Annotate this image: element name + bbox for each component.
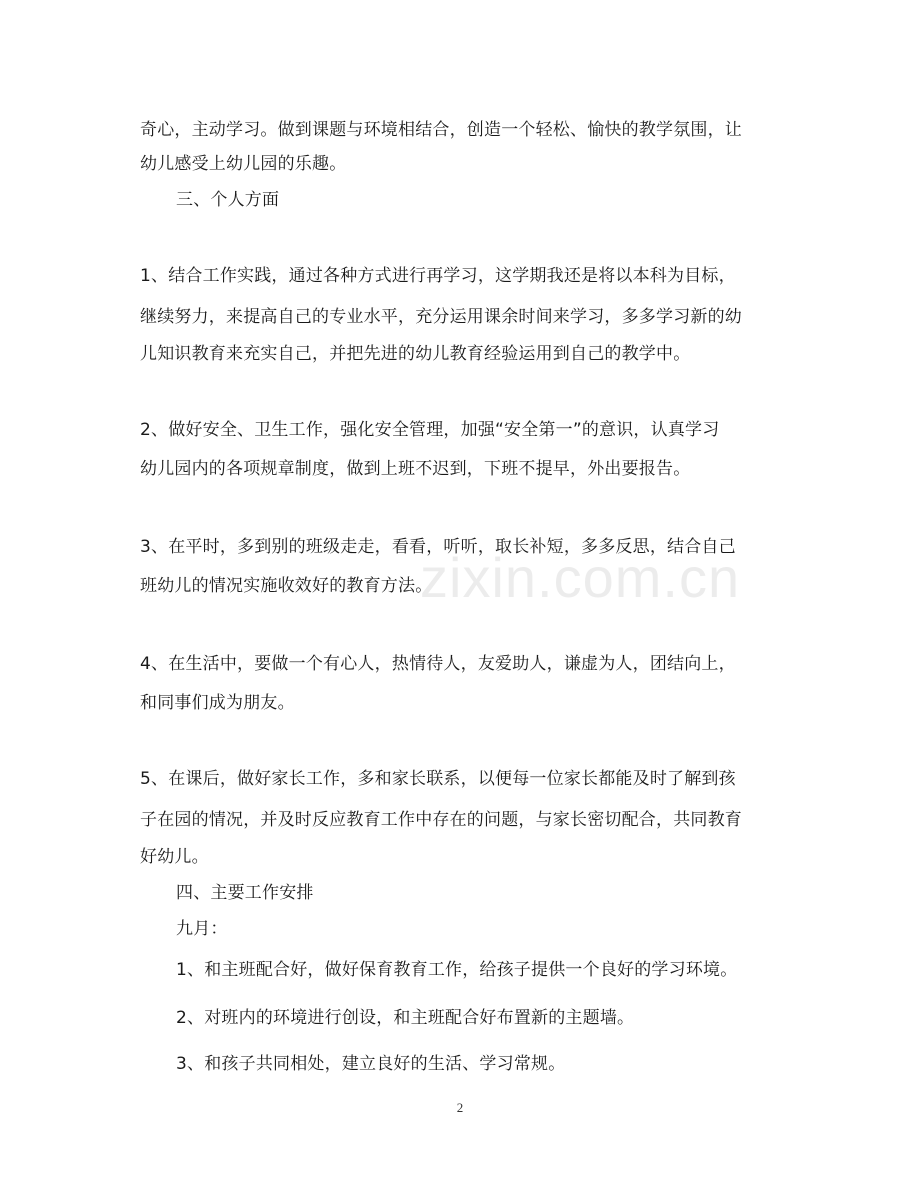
paragraph-line: 儿知识教育来充实自己，并把先进的幼儿教育经验运用到自己的教学中。	[140, 344, 691, 364]
page-number: 2	[456, 1100, 464, 1115]
month-label: 九月：	[176, 919, 228, 939]
paragraph-line: 班幼儿的情况实施收效好的教育方法。	[140, 576, 433, 596]
list-item: 3、和孩子共同相处，建立良好的生活、学习常规。	[176, 1054, 566, 1074]
paragraph-line: 奇心，主动学习。做到课题与环境相结合，创造一个轻松、愉快的教学氛围，让	[140, 120, 742, 140]
list-item: 1、和主班配合好，做好保育教育工作，给孩子提供一个良好的学习环境。	[176, 960, 738, 980]
paragraph-line: 继续努力，来提高自己的专业水平，充分运用课余时间来学习，多多学习新的幼	[140, 307, 742, 327]
paragraph-line: 5、在课后，做好家长工作，多和家长联系，以便每一位家长都能及时了解到孩	[140, 769, 736, 789]
paragraph-line: 1、结合工作实践，通过各种方式进行再学习，这学期我还是将以本科为目标，	[140, 266, 736, 286]
list-item: 2、对班内的环境进行创设，和主班配合好布置新的主题墙。	[176, 1008, 635, 1028]
paragraph-line: 2、做好安全、卫生工作，强化安全管理，加强“安全第一”的意识，认真学习	[140, 420, 720, 440]
watermark: zixin.com.cn	[420, 546, 741, 609]
paragraph-line: 幼儿感受上幼儿园的乐趣。	[140, 154, 347, 174]
paragraph-line: 3、在平时，多到别的班级走走，看看，听听，取长补短，多多反思，结合自己	[140, 537, 736, 557]
paragraph-line: 4、在生活中，要做一个有心人，热情待人，友爱助人，谦虚为人，团结向上，	[140, 654, 736, 674]
section-heading-personal: 三、个人方面	[176, 190, 280, 210]
paragraph-line: 子在园的情况，并及时反应教育工作中存在的问题，与家长密切配合，共同教育	[140, 810, 742, 830]
paragraph-line: 和同事们成为朋友。	[140, 693, 295, 713]
paragraph-line: 好幼儿。	[140, 847, 209, 867]
paragraph-line: 幼儿园内的各项规章制度，做到上班不迟到，下班不提早，外出要报告。	[140, 459, 691, 479]
section-heading-work-plan: 四、主要工作安排	[176, 883, 314, 903]
